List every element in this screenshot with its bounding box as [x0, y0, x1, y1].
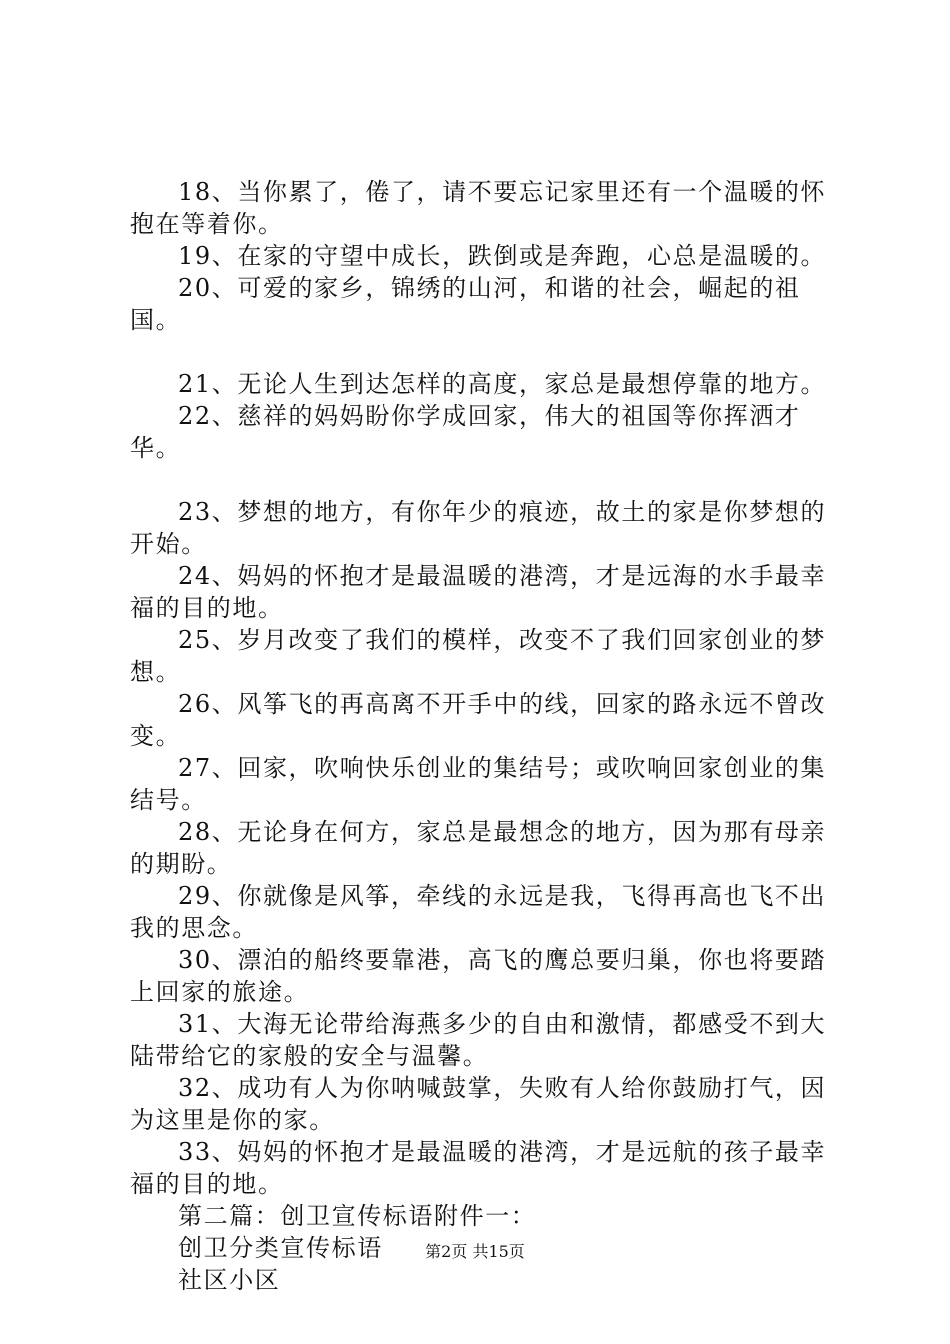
sub-heading: 创卫分类宣传标语 [178, 1234, 383, 1262]
slogan-paragraph-22: 22、慈祥的妈妈盼你学成回家，伟大的祖国等你挥洒才华。 [130, 402, 801, 462]
slogan-paragraph-32: 32、成功有人为你呐喊鼓掌，失败有人给你鼓励打气，因为这里是你的家。 [130, 1074, 827, 1134]
slogan-paragraph-23: 23、梦想的地方，有你年少的痕迹，故土的家是你梦想的开始。 [130, 498, 827, 558]
slogan-paragraph-28: 28、无论身在何方，家总是最想念的地方，因为那有母亲的期盼。 [130, 818, 827, 878]
slogan-paragraph-26: 26、风筝飞的再高离不开手中的线，回家的路永远不曾改变。 [130, 690, 827, 750]
page-footer: 第2页 共15页 [425, 1242, 525, 1261]
slogan-paragraph-29: 29、你就像是风筝，牵线的永远是我，飞得再高也飞不出我的思念。 [130, 882, 827, 942]
slogan-paragraph-33: 33、妈妈的怀抱才是最温暖的港湾，才是远航的孩子最幸福的目的地。 [130, 1138, 827, 1198]
slogan-paragraph-21: 21、无论人生到达怎样的高度，家总是最想停靠的地方。 [178, 370, 827, 398]
document-body [130, 176, 835, 1296]
slogan-paragraph-20: 20、可爱的家乡，锦绣的山河，和谐的社会，崛起的祖国。 [130, 274, 801, 334]
slogan-paragraph-19: 19、在家的守望中成长，跌倒或是奔跑，心总是温暖的。 [178, 242, 827, 270]
slogan-paragraph-31: 31、大海无论带给海燕多少的自由和激情，都感受不到大陆带给它的家般的安全与温馨。 [130, 1010, 827, 1070]
slogan-paragraph-24: 24、妈妈的怀抱才是最温暖的港湾，才是远海的水手最幸福的目的地。 [130, 562, 827, 622]
slogan-paragraph-25: 25、岁月改变了我们的模样，改变不了我们回家创业的梦想。 [130, 626, 827, 686]
slogan-paragraph-30: 30、漂泊的船终要靠港，高飞的鹰总要归巢，你也将要踏上回家的旅途。 [130, 946, 827, 1006]
slogan-paragraph-18: 18、当你累了，倦了，请不要忘记家里还有一个温暖的怀抱在等着你。 [130, 178, 827, 238]
category-heading: 社区小区 [178, 1266, 281, 1294]
section-heading: 第二篇：创卫宣传标语附件一： [178, 1202, 537, 1230]
slogan-paragraph-27: 27、回家，吹响快乐创业的集结号；或吹响回家创业的集结号。 [130, 754, 827, 814]
